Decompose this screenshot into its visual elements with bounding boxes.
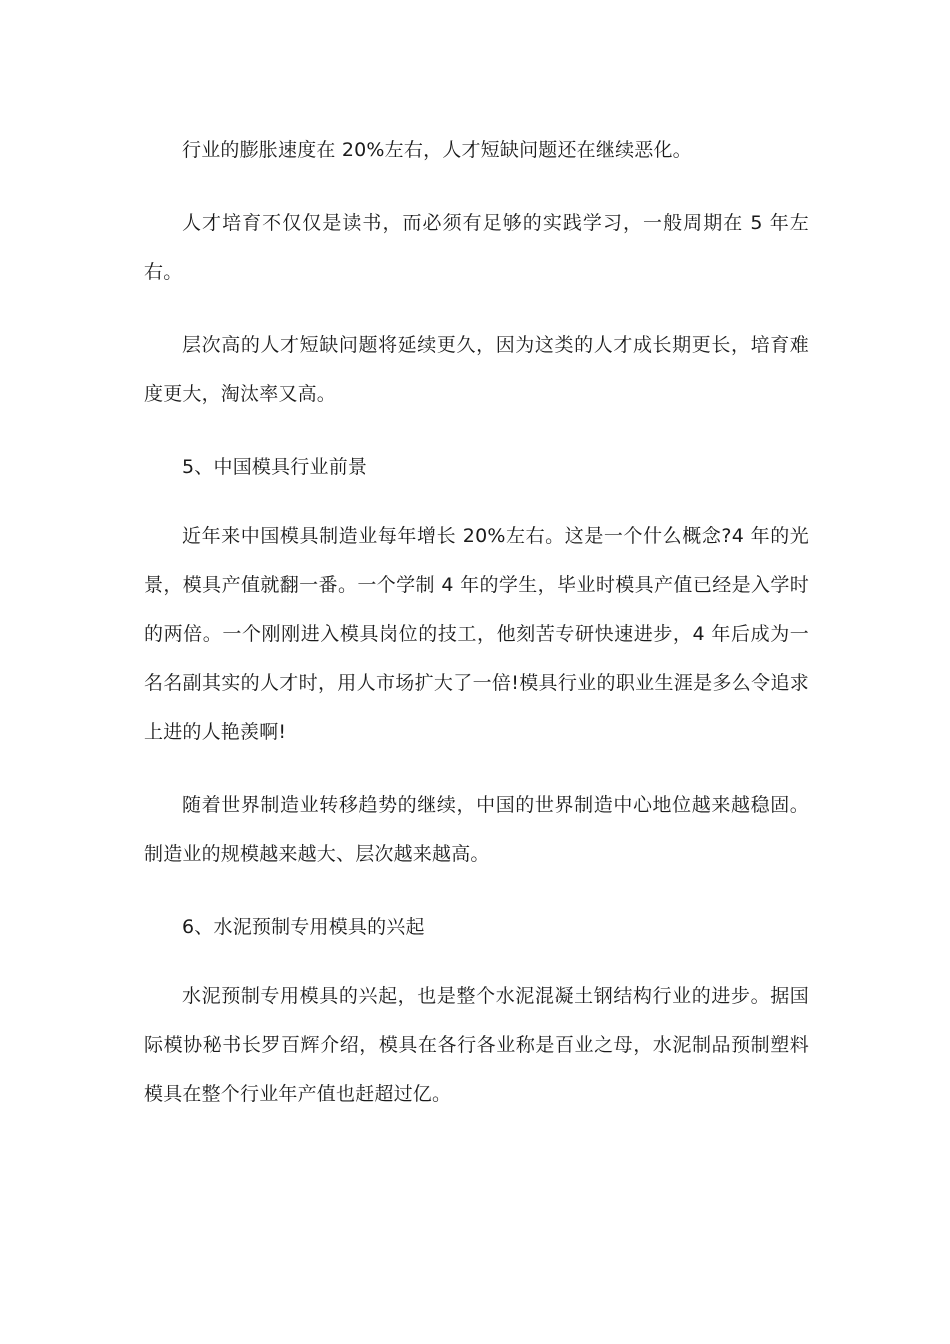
section-heading-5: 5、中国模具行业前景 xyxy=(182,456,368,478)
paragraph-talent-training: 人才培育不仅仅是读书，而必须有足够的实践学习，一般周期在 5 年左右。 xyxy=(144,212,809,283)
paragraph-industry-growth: 行业的膨胀速度在 20%左右，人才短缺问题还在继续恶化。 xyxy=(182,139,692,161)
paragraph-cement-molds: 水泥预制专用模具的兴起，也是整个水泥混凝土钢结构行业的进步。据国际模协秘书长罗百辉介绍，模具在各行各业称是百业之母，水泥制品预制塑料模具在整个行业年产值也赶超过亿。 xyxy=(144,985,809,1105)
paragraph-high-level-shortage: 层次高的人才短缺问题将延续更久，因为这类的人才成长期更长，培育难度更大，淘汰率又高。 xyxy=(144,334,809,405)
paragraph-manufacturing-shift: 随着世界制造业转移趋势的继续，中国的世界制造中心地位越来越稳固。制造业的规模越来越大、层次越来越高。 xyxy=(144,794,809,865)
document-body xyxy=(144,126,809,1143)
paragraph-industry-outlook: 近年来中国模具制造业每年增长 20%左右。这是一个什么概念?4 年的光景，模具产值就翻一番。一个学制 4 年的学生，毕业时模具产值已经是入学时的两倍。一个刚刚进入模具岗位的技工，他刻苦专研快速进步，4 年后成为一名名副其实的人才时，用人市场扩大了一倍!模具行业的职业生涯是多么令追求上进的人艳羡啊! xyxy=(144,525,809,743)
section-heading-6: 6、水泥预制专用模具的兴起 xyxy=(182,916,425,938)
